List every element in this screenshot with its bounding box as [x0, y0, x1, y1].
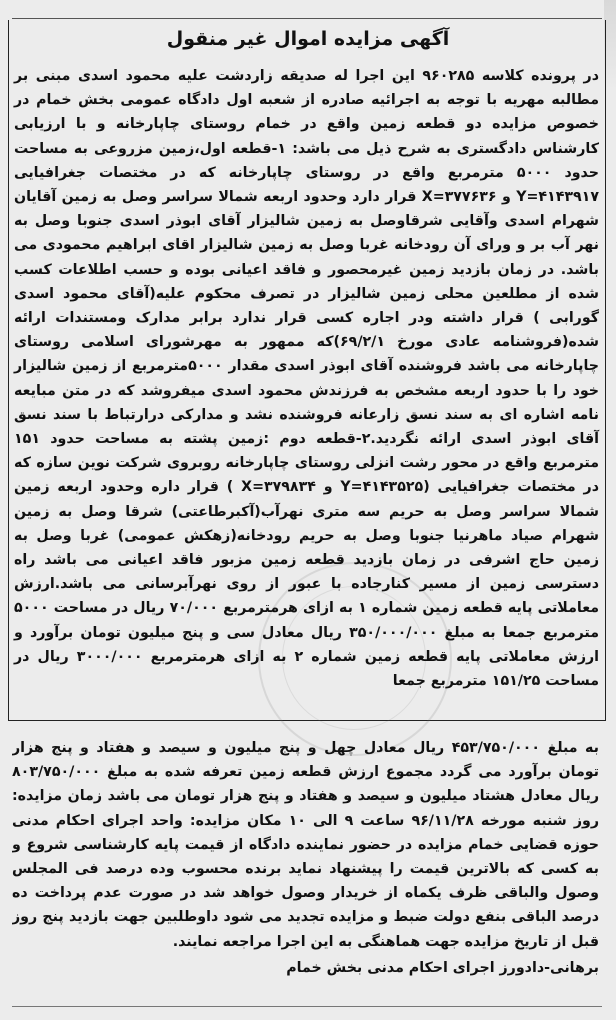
bottom-divider — [12, 1006, 602, 1007]
notice-title: آگهی مزایده اموال غیر منقول — [166, 28, 450, 50]
notice-body-lower — [12, 736, 601, 998]
left-border-rule — [8, 20, 9, 720]
notice-signature: برهانی-دادورز اجرای احکام مدنی بخش خمام — [286, 959, 599, 976]
right-border-rule — [605, 20, 606, 720]
notice-lower-paragraph: به مبلغ ۴۵۳/۷۵۰/۰۰۰ ریال معادل چهل و پنج میلیون و سیصد و هفتاد و پنج هزار تومان برآورد می گردد مجموع ارزش قطعه زمین تعرفه شده به مبلغ ۸۰۳/۷۵۰/۰۰۰ ریال معادل هشتاد میلیون و سیصد و هفتاد و پنج هزار تومان می باشد زمان مزایده: روز شنبه مورخه ۹۶/۱۱/۲۸ ساعت ۹ الی ۱۰ مکان مزایده: واحد اجرای احکام مدنی حوزه قضایی خمام مزایده در حضور نماینده دادگاه از قیمت پایه کارشناسی شروع و به کسی که بالاترین قیمت را پیشنهاد نماید برنده محسوب وده درصد فی المجلس وصول والباقی ظرف یکماه از خریدار وصول خواهد شد در صورت عدم پرداخت ده درصد الباقی بنفع دولت ضبط و مزایده تجدید می شود داوطلبین جهت بازدید پنج روز قبل از تاریخ مزایده جهت هماهنگی به این اجرا مراجعه نمایند. — [12, 740, 599, 950]
notice-upper-paragraph: در پرونده کلاسه ۹۶۰۲۸۵ این اجرا له صدیقه زاردشت علیه محمود اسدی مبنی بر مطالبه مهریه با توجه به اجرائیه صادره از شعبه اول دادگاه عمومی بخش خمام در خصوص مزایده دو قطعه زمین واقع در خمام روستای چاپارخانه و با ارزیابی کارشناس دادگستری به شرح ذیل می باشد: ۱-قطعه اول،زمین مزروعی به مساحت حدود ۵۰۰۰ مترمربع واقع در روستای چاپارخانه که در مختصات جغرافیایی Y=۴۱۴۳۹۱۷ و X=۳۷۷۶۳۶ قرار دارد وحدود اربعه شمالا سراسر وصل به زمین آقایان شهرام اسدی وآقایی شرقاوصل به زمین شالیزار آقای ابوذر اسدی جنوبا وصل به نهر آب بر و ورای آن رودخانه غربا وصل به زمین شالیزار اقای ابراهیم محمودی می باشد. در زمان بازدید زمین غیرمحصور و فاقد اعیانی بوده و حسب اطلاعات کسب شده از مطلعین محلی زمین شالیزار در تصرف محکوم علیه(آقای محمود اسدی گورابی ) قرار داشته ودر اجاره کسی قرار ندارد برابر مدارک ومستندات ارائه شده(فروشنامه عادی مورخ ۶۹/۲/۱)که ممهور به مهرشورای اسلامی روستای چاپارخانه می باشد فروشنده آقای ابوذر اسدی مقدار ۵۰۰۰مترمربع از زمین شالیزار خود را با حدود اربعه مشخص به فرزندش محمود اسدی میفروشد که در متن مبایعه نامه اشاره ای به سند نسق زارعانه فروشنده نشد و مدارکی درارتباط با سند نسق آقای ابوذر اسدی ارائه نگردید.۲-قطعه دوم :زمین پشته به مساحت حدود ۱۵۱ مترمربع واقع در محور رشت انزلی روستای چاپارخانه روبروی شرکت نوین سازه که در مختصات جغرافیایی (Y=۴۱۴۳۵۲۵ و X=۳۷۹۸۳۴ ) قرار داره وحدود اربعه زمین شمالا سراسر وصل به حریم سه متری نهرآب(آکبرطاعتی) شرقا وصل به زمین شهرام صیاد ماهرنیا جنوبا وصل به حریم رودخانه(زهکش عمومی) غربا وصل به زمین حاج اشرفی در زمان بازدید قطعه زمین مزبور فاقد اعیانی می باشد راه دسترسی زمین از مسیر کنارجاده با عبور از روی نهرآبرسانی می باشد.ارزش معاملاتی پایه قطعه زمین شماره ۱ به ازای هرمترمربع ۷۰/۰۰۰ ریال در مساحت ۵۰۰۰ مترمربع جمعا به مبلغ ۳۵۰/۰۰۰/۰۰۰ ریال معادل سی و پنج میلیون تومان برآورد و ارزش معاملاتی پایه قطعه زمین شماره ۲ به ازای هرمترمربع ۳۰۰۰/۰۰۰ ریال در مساحت ۱۵۱/۲۵ مترمربع جمعا — [14, 68, 600, 690]
top-divider — [12, 18, 602, 19]
box-bottom-rule — [8, 720, 606, 721]
notice-body-upper — [12, 64, 601, 712]
